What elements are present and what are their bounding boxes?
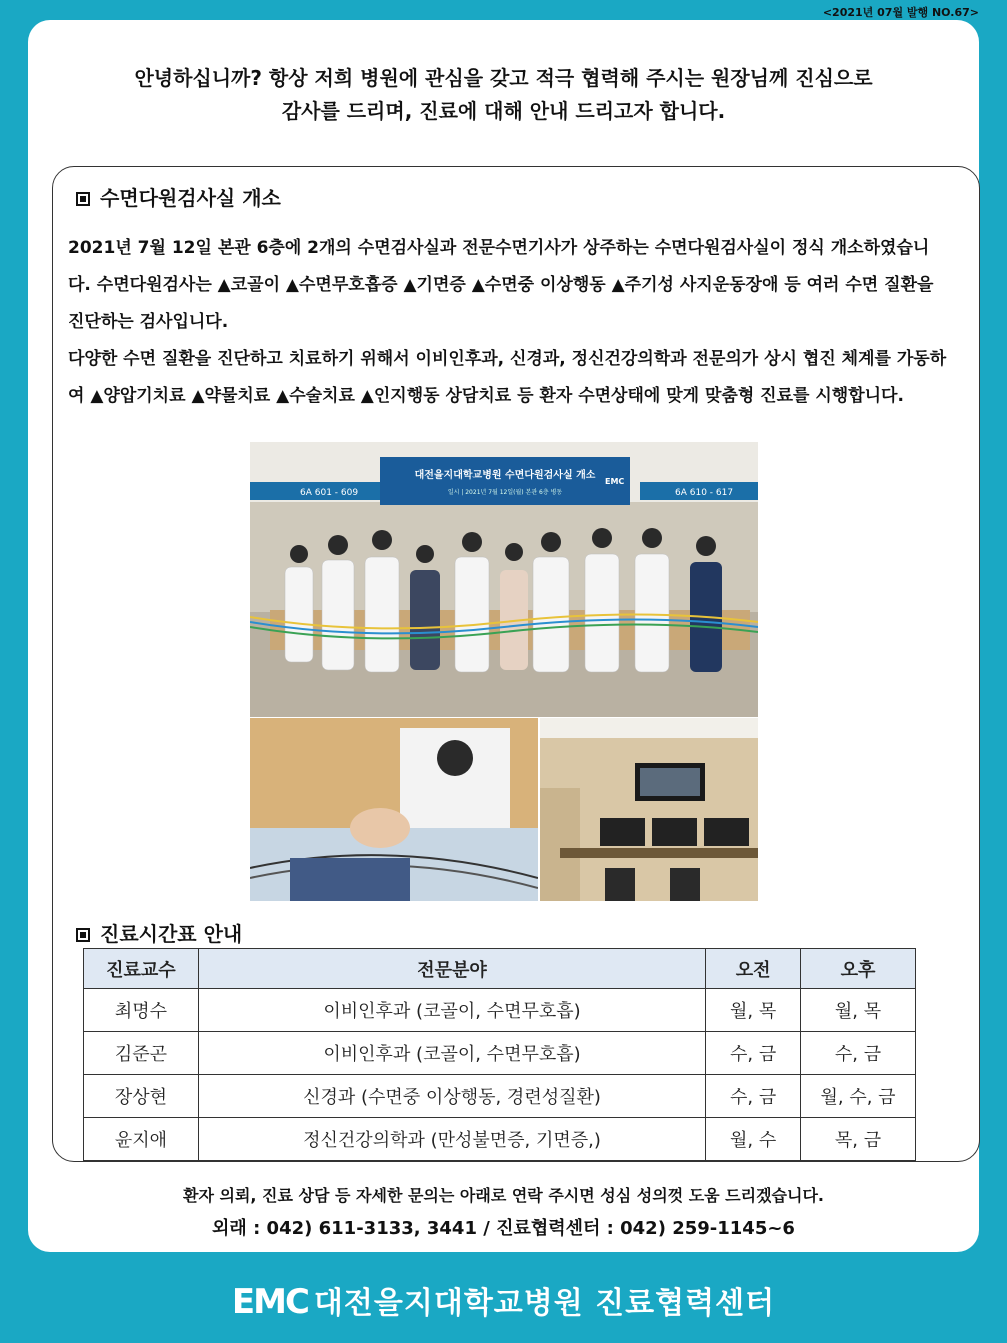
square-bullet-icon	[76, 192, 90, 206]
greeting	[28, 62, 979, 128]
content-card	[28, 20, 979, 1252]
morning-cell: 수, 금	[706, 1075, 801, 1118]
specialty-cell: 이비인후과 (코골이, 수면무호흡)	[198, 1032, 705, 1075]
specialty-cell: 이비인후과 (코골이, 수면무호흡)	[198, 989, 705, 1032]
banner-title: 대전을지대학교병원 수면다원검사실 개소	[414, 470, 596, 481]
sleep-test-photo	[250, 718, 538, 901]
table-header-row	[84, 949, 916, 989]
doctor-cell: 김준곤	[84, 1032, 199, 1075]
banner-logo: EMC	[605, 477, 625, 486]
footer-brand	[0, 1278, 1007, 1322]
ribbon-ceremony-photo	[250, 442, 758, 717]
doctor-cell: 윤지애	[84, 1118, 199, 1161]
emc-logo: EMC	[231, 1282, 308, 1322]
paragraph-1: 2021년 7월 12일 본관 6층에 2개의 수면검사실과 전문수면기사가 상주하는 수면다원검사실이 정식 개소하였습니다. 수면다원검사는 ▲코골이 ▲수면무호흡증 ▲기면증 ▲수면중 이상행동 ▲주기성 사지운동장애 등 여러 수면 질환을 진단하는 검사입니다.	[68, 238, 934, 332]
contact-note: 환자 의뢰, 진료 상담 등 자세한 문의는 아래로 연락 주시면 성심 성의껏 도움 드리겠습니다.	[183, 1186, 824, 1205]
header-doctor: 진료교수	[84, 949, 199, 989]
greeting-line-1: 안녕하십니까? 항상 저희 병원에 관심을 갖고 적극 협력해 주시는 원장님께 진심으로	[134, 66, 873, 90]
contact-phones: 외래 : 042) 611-3133, 3441 / 진료협력센터 : 042) 259-1145~6	[212, 1218, 795, 1239]
section-title-schedule: 진료시간표 안내	[76, 918, 242, 947]
afternoon-cell: 목, 금	[801, 1118, 916, 1161]
header-afternoon: 오후	[801, 949, 916, 989]
paragraph-2: 다양한 수면 질환을 진단하고 치료하기 위해서 이비인후과, 신경과, 정신건강의학과 전문의가 상시 협진 체계를 가동하여 ▲양압기치료 ▲약물치료 ▲수술치료 ▲인지행동 상담치료 등 환자 수면상태에 맞게 맞춤형 진료를 시행합니다.	[68, 349, 947, 406]
specialty-cell: 신경과 (수면중 이상행동, 경련성질환)	[198, 1075, 705, 1118]
table-row	[84, 989, 916, 1032]
morning-cell: 월, 수	[706, 1118, 801, 1161]
header-morning: 오전	[706, 949, 801, 989]
section-title-sleep-lab: 수면다원검사실 개소	[76, 182, 281, 211]
table-row	[84, 1118, 916, 1161]
banner-subtitle: 일시 | 2021년 7월 12일(월) 본관 6층 병동	[447, 489, 563, 496]
morning-cell: 월, 목	[706, 989, 801, 1032]
afternoon-cell: 월, 수, 금	[801, 1075, 916, 1118]
footer-center-name: 대전을지대학교병원 진료협력센터	[313, 1286, 776, 1321]
table-row	[84, 1032, 916, 1075]
doctor-cell: 최명수	[84, 989, 199, 1032]
sign-left: 6A 601 - 609	[300, 488, 359, 498]
table-row	[84, 1075, 916, 1118]
schedule-table	[83, 948, 916, 1161]
sleep-lab-description	[68, 230, 948, 415]
header-specialty: 전문분야	[198, 949, 705, 989]
afternoon-cell: 월, 목	[801, 989, 916, 1032]
greeting-line-2: 감사를 드리며, 진료에 대해 안내 드리고자 합니다.	[281, 99, 726, 123]
doctor-cell: 장상현	[84, 1075, 199, 1118]
control-room-photo	[540, 718, 758, 901]
sign-right: 6A 610 - 617	[675, 488, 734, 498]
morning-cell: 수, 금	[706, 1032, 801, 1075]
afternoon-cell: 수, 금	[801, 1032, 916, 1075]
specialty-cell: 정신건강의학과 (만성불면증, 기면증,)	[198, 1118, 705, 1161]
issue-label: <2021년 07월 발행 NO.67>	[822, 6, 979, 19]
square-bullet-icon	[76, 928, 90, 942]
